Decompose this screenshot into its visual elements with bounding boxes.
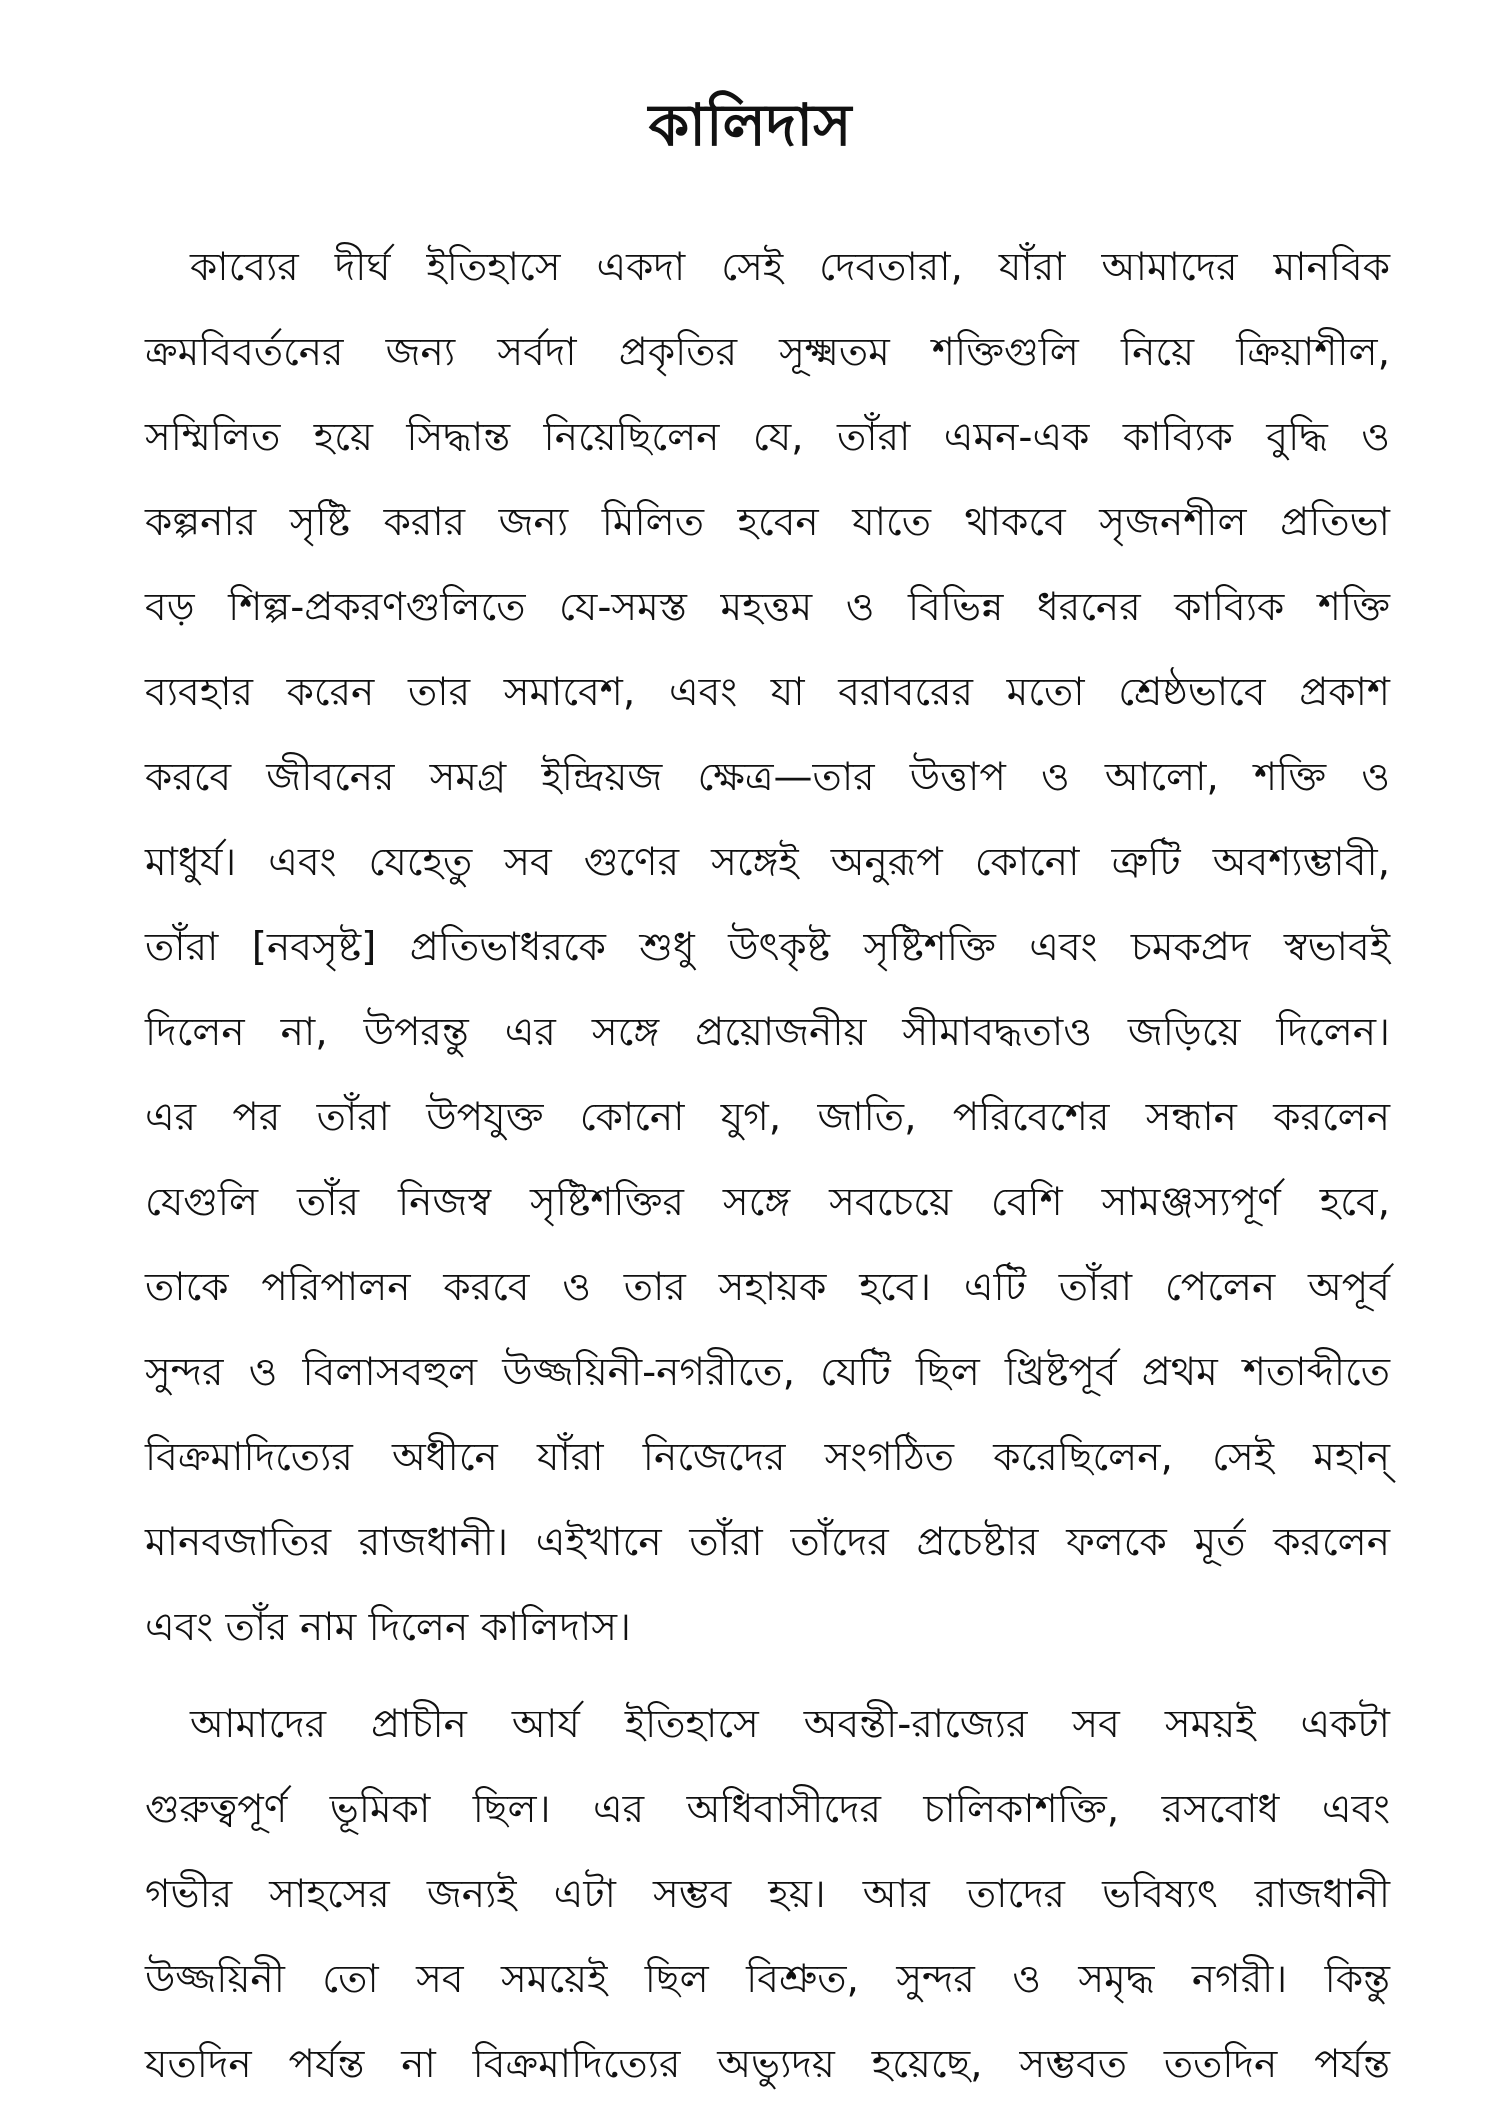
paragraph-line: কল্পনার সৃষ্টি করার জন্য মিলিত হবেন যাতে থাকবে সৃজনশীল প্রতিভা — [145, 500, 1390, 545]
paragraph-line: গুরুত্বপূর্ণ ভূমিকা ছিল। এর অধিবাসীদের চালিকাশক্তি, রসবোধ এবং — [145, 1787, 1390, 1832]
paragraph-line: এর পর তাঁরা উপযুক্ত কোনো যুগ, জাতি, পরিবেশের সন্ধান করলেন — [145, 1095, 1390, 1140]
paragraph-line: করবে জীবনের সমগ্র ইন্দ্রিয়জ ক্ষেত্র—তার উত্তাপ ও আলো, শক্তি ও — [145, 755, 1390, 800]
paragraph-gap — [145, 1670, 1390, 1682]
chapter-title: কালিদাস — [648, 91, 852, 159]
paragraph-line: ক্রমবিবর্তনের জন্য সর্বদা প্রকৃতির সূক্ষ্মতম শক্তিগুলি নিয়ে ক্রিয়াশীল, — [145, 330, 1390, 375]
paragraph-line: মাধুর্য। এবং যেহেতু সব গুণের সঙ্গেই অনুরূপ কোনো ত্রুটি অবশ্যম্ভাবী, — [145, 840, 1390, 885]
paragraph-line: বিক্রমাদিত্যের অধীনে যাঁরা নিজেদের সংগঠিত করেছিলেন, সেই মহান্ — [145, 1435, 1390, 1480]
chapter-body — [145, 225, 1390, 2107]
paragraph-line: সুন্দর ও বিলাসবহুল উজ্জয়িনী-নগরীতে, যেটি ছিল খ্রিষ্টপূর্ব প্রথম শতাব্দীতে — [145, 1350, 1390, 1395]
paragraph-line: এবং তাঁর নাম দিলেন কালিদাস। — [145, 1605, 631, 1650]
paragraph-line: ব্যবহার করেন তার সমাবেশ, এবং যা বরাবরের মতো শ্রেষ্ঠভাবে প্রকাশ — [145, 670, 1390, 715]
paragraph-line: উজ্জয়িনী তো সব সময়েই ছিল বিশ্রুত, সুন্দর ও সমৃদ্ধ নগরী। কিন্তু — [145, 1957, 1390, 2002]
paragraph-line: যতদিন পর্যন্ত না বিক্রমাদিত্যের অভ্যুদয় হয়েছে, সম্ভবত ততদিন পর্যন্ত — [145, 2042, 1390, 2087]
paragraph-line: গভীর সাহসের জন্যই এটা সম্ভব হয়। আর তাদের ভবিষ্যৎ রাজধানী — [145, 1872, 1390, 1917]
paragraph-line: বড় শিল্প-প্রকরণগুলিতে যে-সমস্ত মহত্তম ও বিভিন্ন ধরনের কাব্যিক শক্তি — [145, 585, 1390, 630]
paragraph-2 — [145, 1682, 1390, 2107]
paragraph-line: যেগুলি তাঁর নিজস্ব সৃষ্টিশক্তির সঙ্গে সবচেয়ে বেশি সামঞ্জস্যপূর্ণ হবে, — [145, 1180, 1390, 1225]
paragraph-line: তাঁরা [নবসৃষ্ট] প্রতিভাধরকে শুধু উৎকৃষ্ট সৃষ্টিশক্তি এবং চমকপ্রদ স্বভাবই — [145, 925, 1390, 970]
paragraph-line: সম্মিলিত হয়ে সিদ্ধান্ত নিয়েছিলেন যে, তাঁরা এমন-এক কাব্যিক বুদ্ধি ও — [145, 415, 1390, 460]
paragraph-line: মানবজাতির রাজধানী। এইখানে তাঁরা তাঁদের প্রচেষ্টার ফলকে মূর্ত করলেন — [145, 1520, 1390, 1565]
paragraph-line: কাব্যের দীর্ঘ ইতিহাসে একদা সেই দেবতারা, যাঁরা আমাদের মানবিক — [190, 245, 1390, 290]
paragraph-line: আমাদের প্রাচীন আর্য ইতিহাসে অবন্তী-রাজ্যের সব সময়ই একটা — [190, 1702, 1390, 1747]
paragraph-line: দিলেন না, উপরন্তু এর সঙ্গে প্রয়োজনীয় সীমাবদ্ধতাও জড়িয়ে দিলেন। — [145, 1010, 1390, 1055]
paragraph-line: তাকে পরিপালন করবে ও তার সহায়ক হবে। এটি তাঁরা পেলেন অপূর্ব — [145, 1265, 1390, 1310]
paragraph-1 — [145, 225, 1390, 1670]
